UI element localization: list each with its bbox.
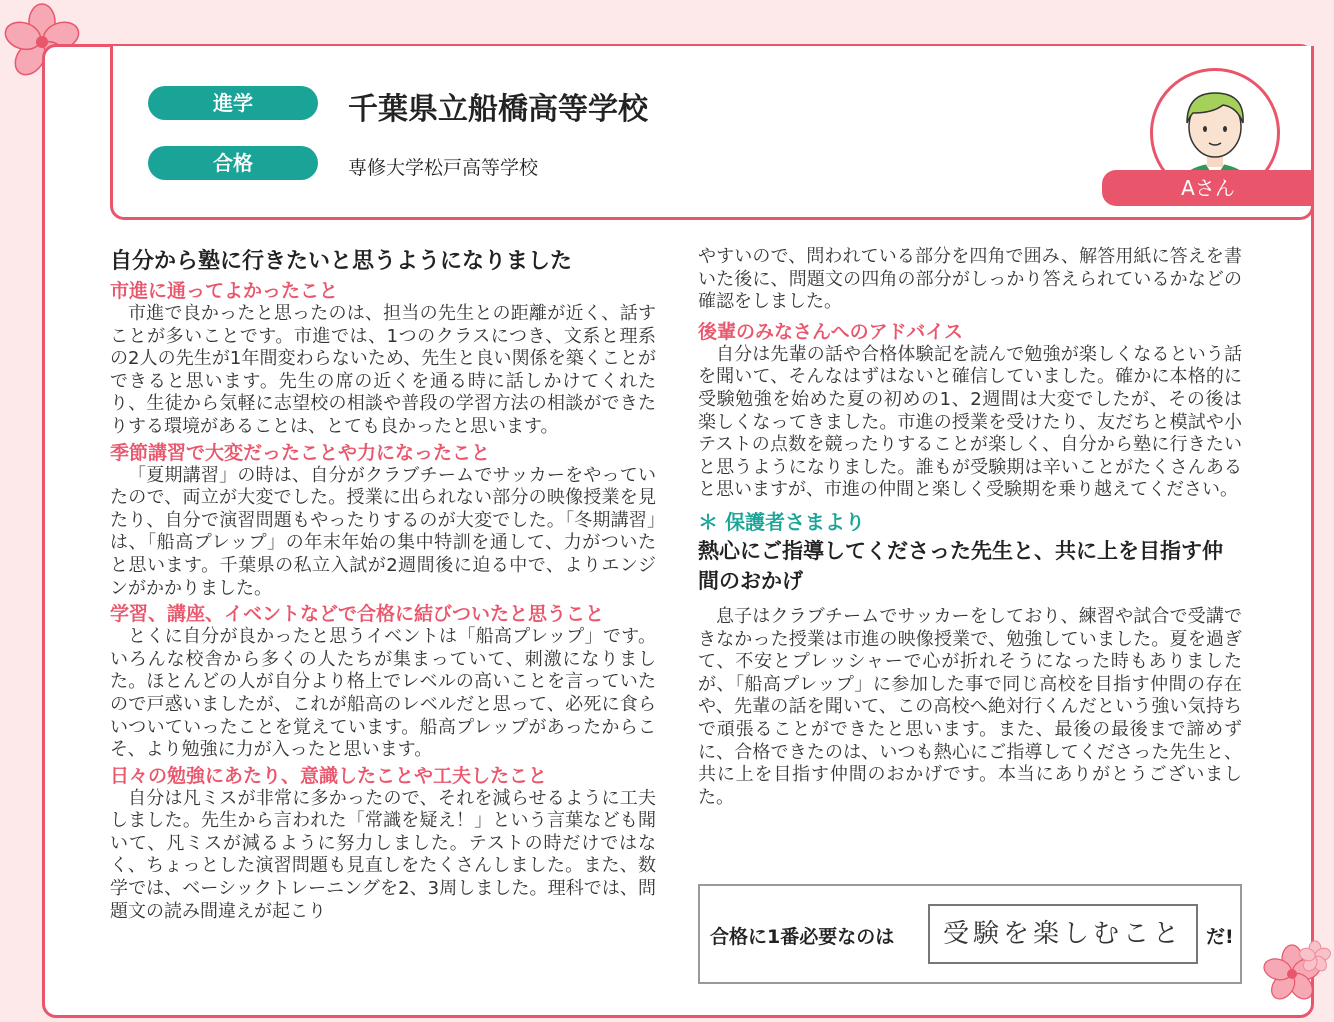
left-main-heading: 自分から塾に行きたいと思うようになりました (110, 249, 573, 274)
handwritten-answer: 受験を楽しむこと (928, 904, 1198, 964)
section-title: 市進に通ってよかったこと (110, 280, 339, 302)
right-column (698, 246, 1242, 809)
section-body: 「夏期講習」の時は、自分がクラブチームでサッカーをやっていたので、両立が大変でした。授業に出られない部分の映像授業を見たり、自分で演習問題もやったりするのが大変でした。「冬期講習」は、「船高プレップ」の年末年始の集中特訓を通して、力がついたと思います。千葉県の私立入試が2週間後に迫る中で、よりエンジンがかかりました。 (110, 464, 656, 599)
left-column (110, 247, 656, 923)
answer-prefix: 合格に1番必要なのは (710, 926, 895, 948)
sakura-flower-icon (1298, 940, 1332, 974)
student-name-tab: Aさん (1102, 170, 1314, 206)
section-body: 自分は凡ミスが非常に多かったので、それを減らせるように工夫しました。先生から言われた「常識を疑え！」という言葉なども聞いて、凡ミスが減るように努力しました。テストの時だけではなく、ちょっとした演習問題も見直しをたくさんしました。また、数学では、ベーシックトレーニングを2、3周しました。理科では、問題文の読み間違えが起こり (110, 787, 656, 922)
section-title: 学習、講座、イベントなどで合格に結びついたと思うこと (110, 603, 605, 626)
section-body: とくに自分が良かったと思うイベントは「船高プレップ」です。いろんな校舎から多くの人たちが集まっていて、刺激になりました。ほとんどの人が自分より格上でレベルの高いことを言っていたので戸惑いましたが、これが船高のレベルだと思って、必死に食らいついていったことを覚えています。船高プレップがあったからこそ、より勉強に力が入ったと思います。 (110, 626, 656, 761)
pass-label: 合格 (148, 146, 318, 180)
parent-label: ＊ 保護者さまより (698, 509, 865, 534)
section-body: 市進で良かったと思ったのは、担当の先生との距離が近く、話すことが多いことです。市進では、1つのクラスにつき、文系と理系の2人の先生が1年間変わらないため、先生と良い関係を築くことができると思います。先生の席の近くを通る時に話しかけてくれたり、生徒から気軽に志望校の相談や普段の学習方法の相談ができたりする環境があることは、とても良かったと思います。 (110, 303, 656, 437)
pass-school: 専修大学松戸高等学校 (348, 157, 539, 179)
parent-body: 息子はクラブチームでサッカーをしており、練習や試合で受講できなかった授業は市進の映像授業で、勉強していました。夏を過ぎて、不安とプレッシャーで心が折れそうになった時もありましたが、「船高プレップ」に参加した事で同じ高校を目指す仲間の存在や、先輩の話を聞いて、この高校へ絶対行くんだという強い気持ちで頑張ることができたと思います。また、最後の最後まで諦めずに、合格できたのは、いつも熱心にご指導してくださった先生と、共に上を目指す仲間のおかげです。本当にありがとうございました。 (698, 605, 1242, 808)
advice-body: 自分は先輩の話や合格体験記を読んで勉強が楽しくなるという話を聞いて、そんなはずはないと確信していました。確かに本格的に受験勉強を始めた夏の初めの1、2週間は大変でしたが、その後は楽しくなってきました。市進の授業を受けたり、友だちと模試や小テストの点数を競ったりすることが楽しく、自分から塾に行きたいと思うようになりました。誰もが受験期は辛いことがたくさんあると思いますが、市進の仲間と楽しく受験期を乗り越えてください。 (698, 343, 1242, 501)
advice-title: 後輩のみなさんへのアドバイス (698, 320, 964, 343)
section-title: 日々の勉強にあたり、意識したことや工夫したこと (110, 764, 548, 787)
section-title: 季節講習で大変だったことや力になったこと (110, 441, 491, 464)
advance-label: 進学 (148, 86, 318, 120)
advance-school: 千葉県立船橋高等学校 (348, 92, 648, 127)
answer-suffix: だ! (1206, 926, 1234, 948)
parent-heading: 熱心にご指導してくださった先生と、共に上を目指す仲間のおかげ (698, 538, 1223, 593)
continued-text: やすいので、問われている部分を四角で囲み、解答用紙に答えを書いた後に、問題文の四角の部分がしっかり答えられているかなどの確認をしました。 (698, 246, 1242, 313)
